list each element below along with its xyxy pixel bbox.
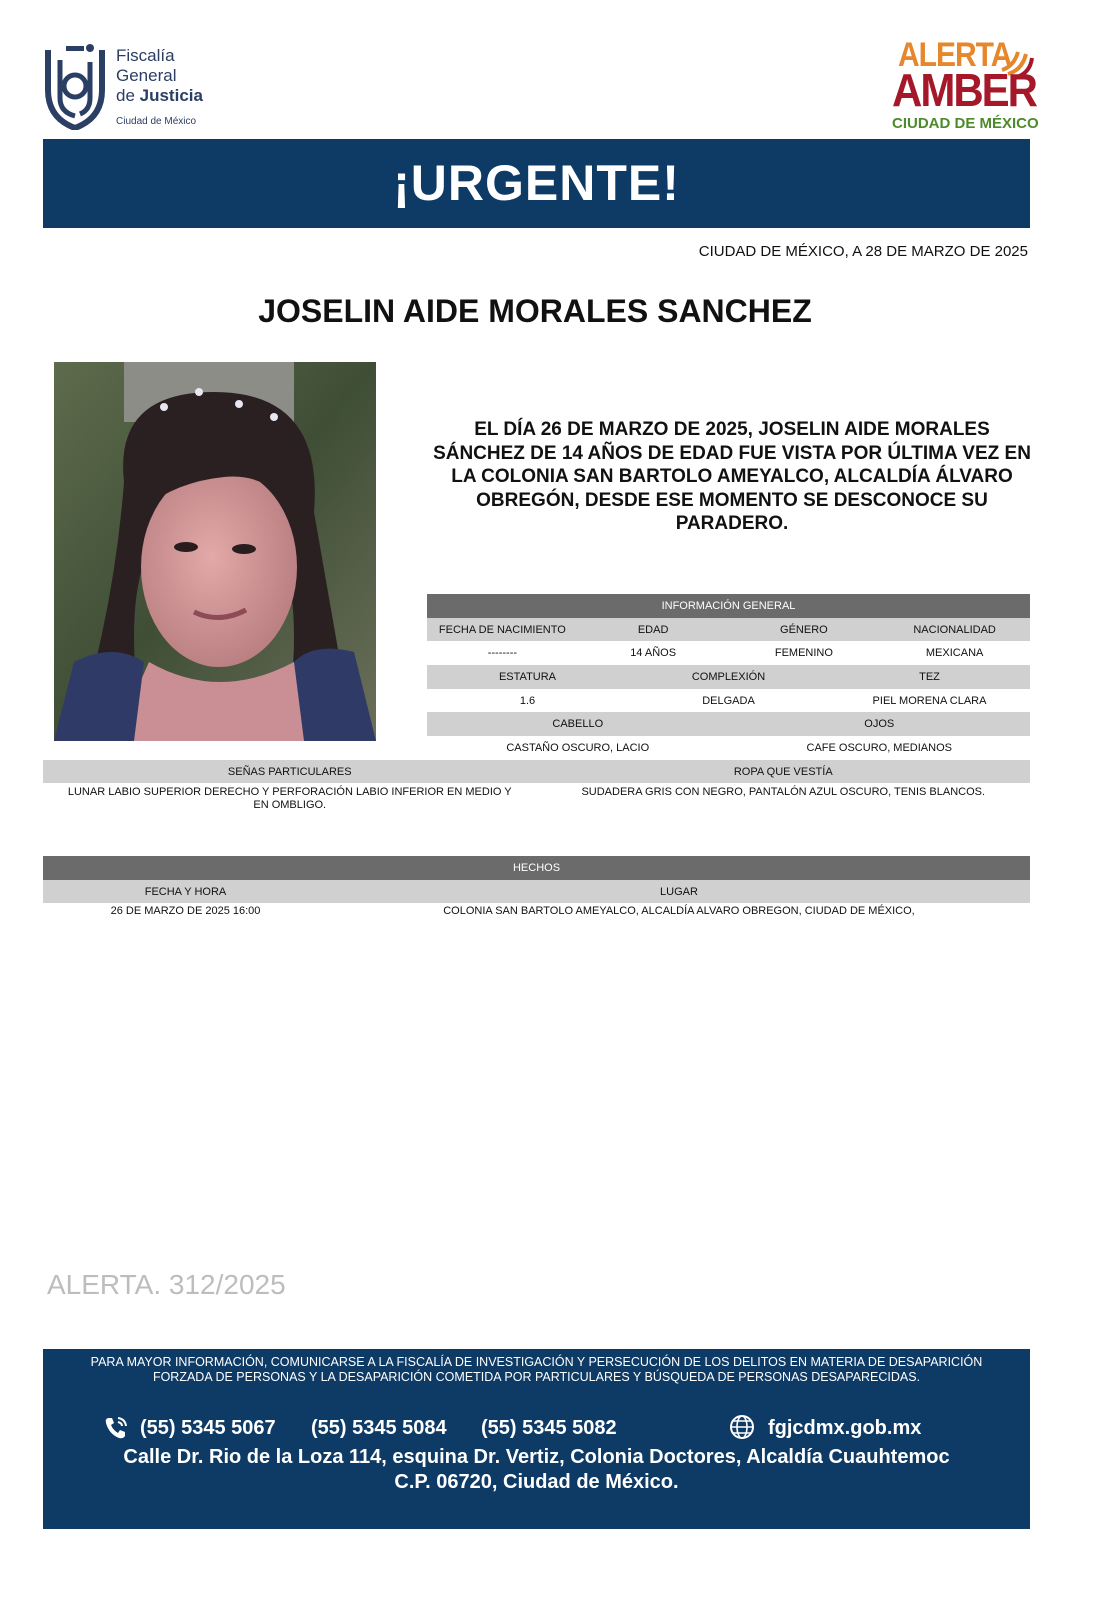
- agency-city: Ciudad de México: [116, 116, 197, 127]
- value-distinguishing-marks: LUNAR LABIO SUPERIOR DERECHO Y PERFORACIÓN LABIO INFERIOR EN MEDIO Y EN OMBLIGO.: [67, 786, 512, 811]
- general-info-header-row-3: [427, 712, 1030, 736]
- agency-name-line1: Fiscalía: [116, 46, 175, 65]
- header-hair: CABELLO: [552, 718, 604, 731]
- fgj-logo: [44, 40, 264, 132]
- urgent-banner: ¡URGENTE!: [43, 139, 1030, 228]
- missing-person-name: JOSELIN AIDE MORALES SANCHEZ: [258, 293, 812, 329]
- header-complexion: TEZ: [919, 670, 940, 683]
- phone-icon: [103, 1415, 129, 1441]
- features-header-row: [43, 760, 1030, 783]
- header-height: ESTATURA: [498, 670, 557, 683]
- phone-number-2[interactable]: (55) 5345 5084: [311, 1417, 447, 1439]
- header-datetime: FECHA Y HORA: [144, 885, 227, 898]
- value-datetime: 26 DE MARZO DE 2025 16:00: [110, 905, 261, 918]
- phone-number-1[interactable]: (55) 5345 5067: [140, 1417, 276, 1439]
- missing-person-photo: [54, 362, 376, 741]
- website-link[interactable]: fgjcdmx.gob.mx: [768, 1417, 922, 1439]
- header-gender: GÉNERO: [780, 623, 828, 636]
- agency-name-line3: de Justicia: [116, 86, 203, 105]
- general-info-table: [427, 594, 1030, 760]
- header-age: EDAD: [637, 623, 669, 636]
- amber-logo-line1: ALERTA: [898, 36, 1012, 74]
- value-gender: FEMENINO: [774, 647, 833, 660]
- header-birthdate: FECHA DE NACIMIENTO: [438, 623, 566, 636]
- globe-icon: [728, 1413, 756, 1441]
- general-info-title: INFORMACIÓN GENERAL: [427, 594, 1030, 618]
- address: [43, 1445, 1030, 1495]
- header-place: LUGAR: [660, 885, 698, 898]
- incident-value-row: [43, 903, 1030, 927]
- general-info-value-row-2: [427, 689, 1030, 713]
- general-info-header-row-1: [427, 618, 1030, 642]
- general-info-header-row-2: [427, 665, 1030, 689]
- general-info-value-row-1: [427, 641, 1030, 665]
- alerta-amber-logo: [888, 36, 1038, 136]
- amber-logo-line3: CIUDAD DE MÉXICO: [892, 115, 1039, 132]
- value-clothing: SUDADERA GRIS CON NEGRO, PANTALÓN AZUL OSCURO, TENIS BLANCOS.: [581, 786, 986, 798]
- incident-header-row: [43, 880, 1030, 904]
- address-line2: C.P. 06720, Ciudad de México.: [394, 1471, 679, 1493]
- phone-number-3[interactable]: (55) 5345 5082: [481, 1417, 617, 1439]
- general-info-value-row-3: [427, 736, 1030, 760]
- agency-name-line2: General: [116, 66, 177, 85]
- value-height: 1.6: [519, 694, 536, 707]
- header-nationality: NACIONALIDAD: [913, 623, 996, 636]
- contact-line: [43, 1417, 1030, 1443]
- value-eyes: CAFE OSCURO, MEDIANOS: [806, 741, 952, 754]
- value-hair: CASTAÑO OSCURO, LACIO: [506, 741, 650, 754]
- amber-logo-line2: AMBER: [892, 64, 1036, 116]
- value-age: 14 AÑOS: [630, 647, 677, 660]
- header-eyes: OJOS: [864, 718, 895, 731]
- value-place: COLONIA SAN BARTOLO AMEYALCO, ALCALDÍA ALVARO OBREGON, CIUDAD DE MÉXICO,: [443, 905, 915, 918]
- issue-date: CIUDAD DE MÉXICO, A 28 DE MARZO DE 2025: [698, 243, 1028, 260]
- features-table: [43, 760, 1030, 812]
- value-complexion: PIEL MORENA CLARA: [872, 694, 987, 707]
- fgj-emblem-icon: [44, 40, 106, 130]
- incident-title: HECHOS: [43, 856, 1030, 880]
- alert-number: ALERTA. 312/2025: [47, 1269, 286, 1300]
- value-build: DELGADA: [702, 694, 755, 707]
- header-distinguishing-marks: SEÑAS PARTICULARES: [227, 765, 352, 778]
- value-nationality: MEXICANA: [925, 647, 984, 660]
- features-value-row: [43, 783, 1030, 812]
- disappearance-narrative: EL DÍA 26 DE MARZO DE 2025, JOSELIN AIDE MORALES SÁNCHEZ DE 14 AÑOS DE EDAD FUE VISTA POR ÚLTIMA VEZ EN LA COLONIA SAN BARTOLO AMEYALCO, ALCALDÍA ÁLVARO OBREGÓN, DESDE ESE MOMENTO SE DESCONOCE SU PARADERO.: [433, 419, 1031, 534]
- contact-footer: [43, 1349, 1030, 1529]
- incident-table: [43, 856, 1030, 927]
- contact-info-text: PARA MAYOR INFORMACIÓN, COMUNICARSE A LA FISCALÍA DE INVESTIGACIÓN Y PERSECUCIÓN DE LOS DELITOS EN MATERIA DE DESAPARICIÓN FORZADA DE PERSONAS Y LA DESAPARICIÓN COMETIDA POR PARTICULARES Y BÚSQUEDA DE PERSONAS DESAPARECIDAS.: [90, 1355, 983, 1384]
- value-birthdate: --------: [487, 647, 518, 660]
- header-build: COMPLEXIÓN: [691, 670, 766, 683]
- address-line1: Calle Dr. Rio de la Loza 114, esquina Dr. Vertiz, Colonia Doctores, Alcaldía Cuauhtemoc: [123, 1446, 950, 1468]
- header-clothing: ROPA QUE VESTÍA: [733, 765, 833, 778]
